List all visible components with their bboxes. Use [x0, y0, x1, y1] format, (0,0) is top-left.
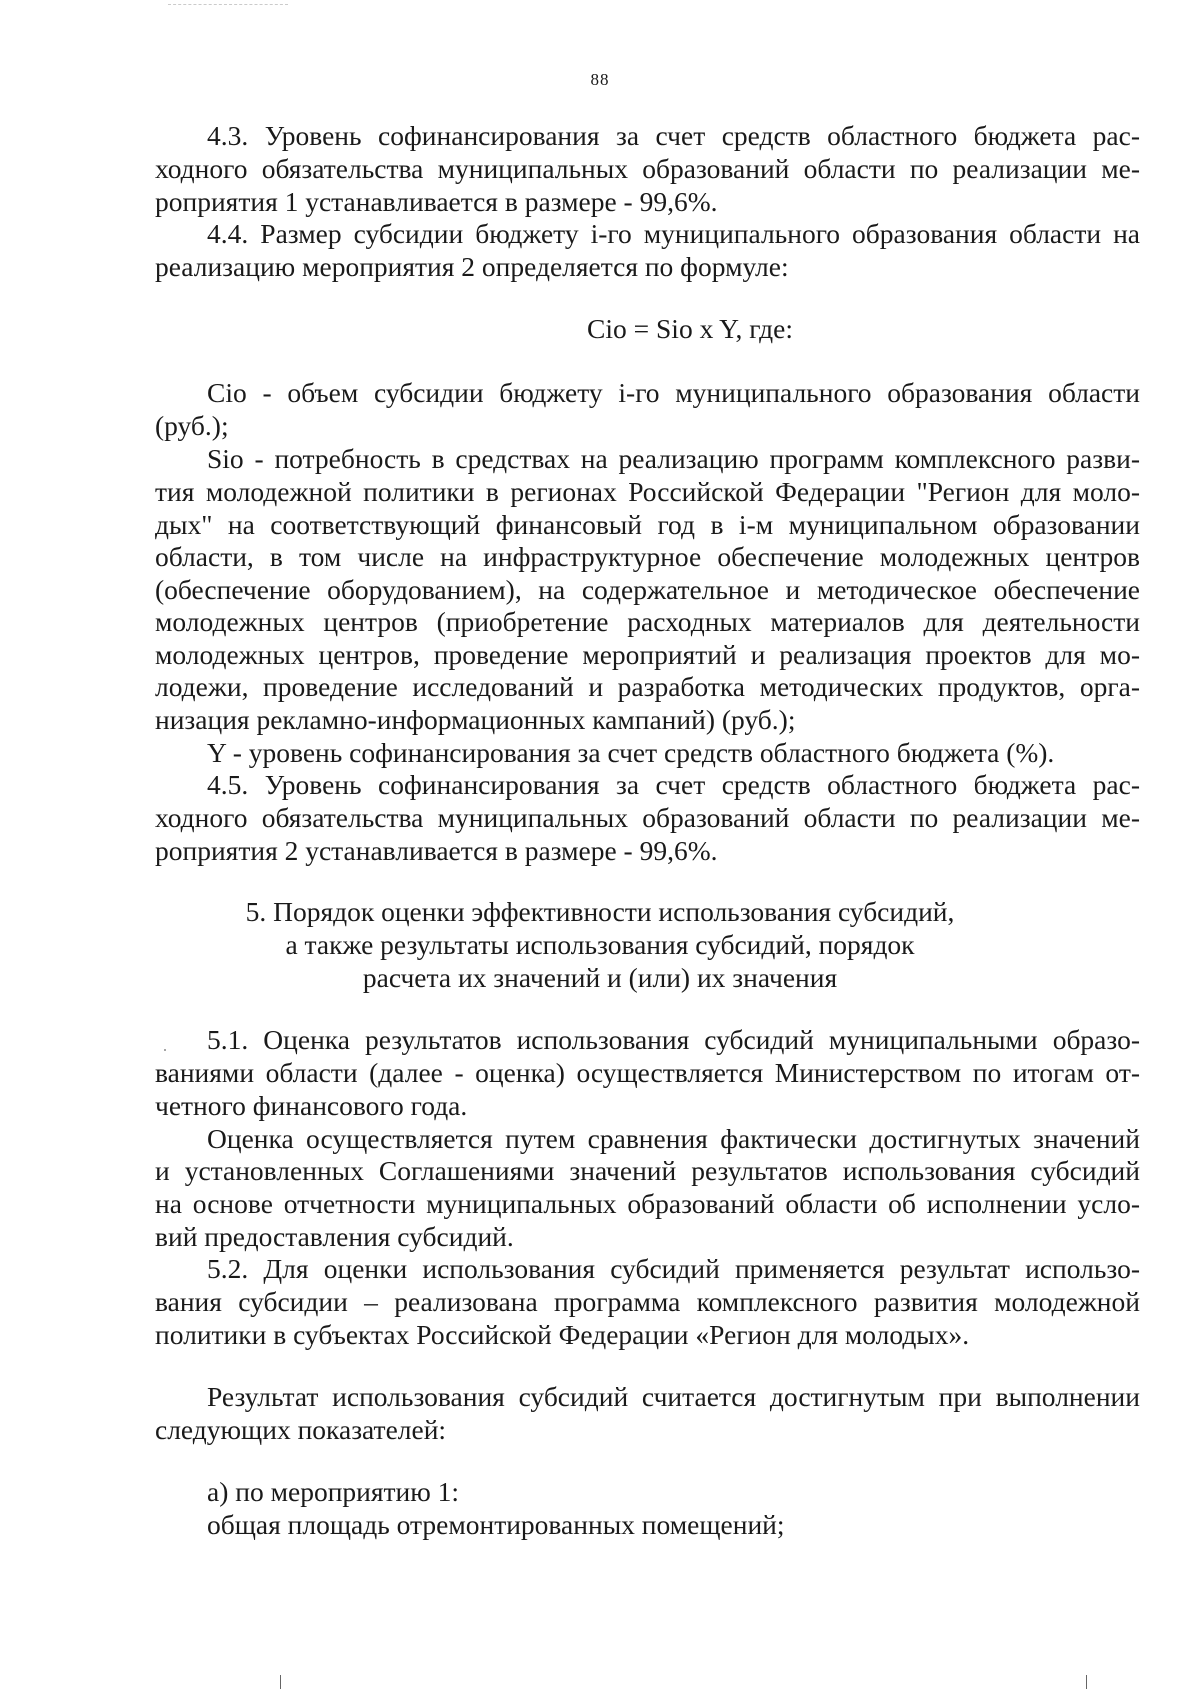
- paragraph-5-2-line-3: политики в субъектах Российской Федерации «Регион для молодых».: [155, 1319, 970, 1350]
- result-paragraph-line-1: Результат использования субсидий считается достигнутым при выполнении: [207, 1381, 1140, 1412]
- scan-bottom-mark-left: [280, 1675, 281, 1689]
- paragraph-4-5-line-2: ходного обязательства муниципальных образований области по реализации ме-: [155, 802, 1140, 833]
- page-number: 88: [590, 70, 610, 89]
- sio-definition-line-6: молодежных центров (приобретение расходных материалов для деятельности: [155, 606, 1140, 637]
- assessment-paragraph-line-1: Оценка осуществляется путем сравнения фактически достигнутых значений: [207, 1123, 1140, 1154]
- item-a-indicator: общая площадь отремонтированных помещений;: [207, 1509, 785, 1540]
- sio-definition-line-8: лодежи, проведение исследований и разработка методических продуктов, орга-: [155, 671, 1140, 702]
- item-a-heading: а) по мероприятию 1:: [207, 1476, 460, 1507]
- formula: Cio = Sio x Y, где:: [587, 313, 793, 344]
- paragraph-4-4-line-2: реализацию мероприятия 2 определяется по формуле:: [155, 251, 789, 282]
- section-5-heading-line-3: расчета их значений и (или) их значения: [362, 962, 838, 993]
- sio-definition-line-2: тия молодежной политики в регионах Российской Федерации "Регион для моло-: [155, 476, 1140, 507]
- scan-bottom-mark-right: [1086, 1675, 1087, 1689]
- paragraph-4-4-line-1: 4.4. Размер субсидии бюджету i-го муниципального образования области на: [207, 218, 1140, 249]
- paragraph-5-1-line-2: ваниями области (далее - оценка) осуществляется Министерством по итогам от-: [155, 1057, 1140, 1088]
- scan-dot: [164, 1049, 166, 1051]
- section-5-heading-line-2: а также результаты использования субсидий, порядок: [285, 929, 915, 960]
- y-definition: Y - уровень софинансирования за счет средств областного бюджета (%).: [207, 737, 1055, 768]
- sio-definition-line-5: (обеспечение оборудованием), на содержательное и методическое обеспечение: [155, 574, 1140, 605]
- paragraph-5-2-line-2: вания субсидии – реализована программа комплексного развития молодежной: [155, 1286, 1140, 1317]
- cio-definition-line-1: Cio - объем субсидии бюджету i-го муниципального образования области: [207, 377, 1140, 408]
- assessment-paragraph-line-2: и установленных Соглашениями значений результатов использования субсидий: [155, 1155, 1140, 1186]
- sio-definition-line-3: дых" на соответствующий финансовый год в i-м муниципальном образовании: [155, 509, 1140, 540]
- sio-definition-line-4: области, в том числе на инфраструктурное обеспечение молодежных центров: [155, 541, 1140, 572]
- sio-definition-line-1: Sio - потребность в средствах на реализацию программ комплексного разви-: [207, 443, 1140, 474]
- scan-top-mark: [168, 0, 288, 5]
- paragraph-4-3-line-3: роприятия 1 устанавливается в размере - 99,6%.: [155, 186, 718, 217]
- paragraph-4-5-line-3: роприятия 2 устанавливается в размере - 99,6%.: [155, 835, 718, 866]
- sio-definition-line-9: низация рекламно-информационных кампаний) (руб.);: [155, 704, 796, 735]
- paragraph-4-5-line-1: 4.5. Уровень софинансирования за счет средств областного бюджета рас-: [207, 769, 1140, 800]
- paragraph-5-1-line-1: 5.1. Оценка результатов использования субсидий муниципальными образо-: [207, 1024, 1140, 1055]
- sio-definition-line-7: молодежных центров, проведение мероприятий и реализация проектов для мо-: [155, 639, 1140, 670]
- assessment-paragraph-line-4: вий предоставления субсидий.: [155, 1221, 514, 1252]
- section-5-heading-line-1: 5. Порядок оценки эффективности использования субсидий,: [245, 896, 955, 927]
- cio-definition-line-2: (руб.);: [155, 410, 229, 441]
- assessment-paragraph-line-3: на основе отчетности муниципальных образований области об исполнении усло-: [155, 1188, 1140, 1219]
- paragraph-4-3-line-1: 4.3. Уровень софинансирования за счет средств областного бюджета рас-: [207, 120, 1140, 151]
- paragraph-5-2-line-1: 5.2. Для оценки использования субсидий применяется результат использо-: [207, 1253, 1140, 1284]
- paragraph-4-3-line-2: ходного обязательства муниципальных образований области по реализации ме-: [155, 153, 1140, 184]
- result-paragraph-line-2: следующих показателей:: [155, 1414, 447, 1445]
- paragraph-5-1-line-3: четного финансового года.: [155, 1090, 468, 1121]
